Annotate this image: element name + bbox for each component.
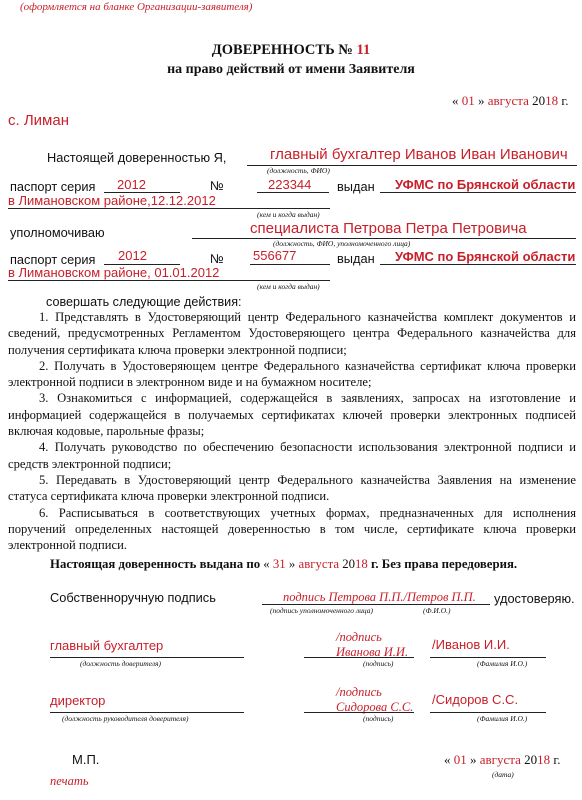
validity-suffix: Без права передоверия. xyxy=(381,557,518,571)
agent-no-label: № xyxy=(210,251,224,266)
principal-no-label: № xyxy=(210,178,224,193)
footer-year-prefix: 20 xyxy=(524,752,538,767)
signer-fio-line xyxy=(430,712,546,713)
principal-issued-caption: (кем и когда выдан) xyxy=(257,210,320,219)
validity-line xyxy=(50,557,517,572)
date-month: августа xyxy=(487,93,529,108)
validity-month: августа xyxy=(298,557,339,571)
date-quote-open: « xyxy=(452,93,459,108)
document-subtitle: на право действий от имени Заявителя xyxy=(167,62,415,77)
agent-issued-caption: (кем и когда выдан) xyxy=(257,282,320,291)
agent-issued-by-line xyxy=(380,264,576,265)
action-item: 6. Расписываться в соответствующих учетных формах, предназначенных для исполнения поручений определенных настоящей доверенностью в том числе, сертификате ключа проверки электронной подписи. xyxy=(8,505,576,553)
agent-signature-line xyxy=(262,604,490,605)
action-item: 3. Ознакомиться с информацией, содержащейся в заявлениях, запросах на изготовление и информацией содержащейся в получаемых сертификатах ключей проверки электронных подписей включая кодовые, парольные фразы; xyxy=(8,391,576,439)
signer-position: директор xyxy=(50,693,106,708)
signer-signature-caption: (подпись) xyxy=(363,659,394,668)
agent-issued-where-line xyxy=(8,280,330,281)
validity-prefix: Настоящая доверенность выдана по xyxy=(50,557,261,571)
principal-series: 2012 xyxy=(117,177,146,192)
validity-day: 31 xyxy=(272,557,286,571)
validity-year-suffix: 18 xyxy=(355,557,368,571)
signer-position-caption: (должность доверителя) xyxy=(80,659,162,668)
agent-issued-by: УФМС по Брянской области xyxy=(395,249,576,264)
header-note: (оформляется на бланке Организации-заявителя) xyxy=(20,1,253,13)
principal-lead: Настоящей доверенностью Я, xyxy=(47,150,227,165)
action-item: 2. Получать в Удостоверяющем центре Федерального казначейства сертификат ключа проверки электронной подписи в электронном виде и на бумажном носителе; xyxy=(8,358,576,390)
principal-name: главный бухгалтер Иванов Иван Иванович xyxy=(270,146,568,163)
signer-signature: /подпись Сидорова С.С. xyxy=(336,685,414,714)
agent-number: 556677 xyxy=(253,248,297,263)
signer-position-line xyxy=(50,657,244,658)
signer-signature: /подпись Иванова И.И. xyxy=(336,630,409,659)
action-item: 1. Представлять в Удостоверяющий центр Федерального казначейства комплект документов и сведений, предусмотренных Регламентом Удостоверяющего центра Федерального казначейства для получения сертификата ключа проверки электронной подписи; xyxy=(8,310,576,357)
agent-series: 2012 xyxy=(118,248,147,263)
footer-quote-close: » xyxy=(470,752,477,767)
document-title xyxy=(0,42,582,59)
principal-passport-label: паспорт серия xyxy=(10,179,96,194)
agent-number-line xyxy=(250,264,330,265)
agent-fio-caption: (Ф.И.О.) xyxy=(423,606,451,615)
signer-position-line xyxy=(50,712,244,713)
signer-signature-caption: (подпись) xyxy=(363,714,394,723)
date-year-prefix: 20 xyxy=(532,93,546,108)
agent-name: специалиста Петрова Петра Петровича xyxy=(250,220,527,237)
date-bottom xyxy=(444,752,561,768)
validity-quote-close: » xyxy=(288,557,296,571)
principal-issued-where: в Лимановском районе,12.12.2012 xyxy=(8,193,216,208)
principal-number-line xyxy=(257,192,329,193)
date-year-suffix: 18 xyxy=(545,93,559,108)
date-year-end: г. xyxy=(561,93,569,108)
signer-fio: /Сидоров С.С. xyxy=(432,692,519,707)
agent-passport-label: паспорт серия xyxy=(10,252,96,267)
agent-signature-certify: удостоверяю. xyxy=(494,591,575,606)
footer-year-suffix: 18 xyxy=(537,752,551,767)
agent-issued-label: выдан xyxy=(337,251,375,266)
footer-quote-open: « xyxy=(444,752,451,767)
action-item: 4. Получать руководство по обеспечению безопасности использования электронной подписи и средств электронной подписи; xyxy=(8,440,576,471)
principal-issued-where-line xyxy=(8,208,330,209)
signer-fio: /Иванов И.И. xyxy=(432,637,510,652)
signer-fio-caption: (Фамилия И.О.) xyxy=(477,659,528,668)
footer-year-end: г. xyxy=(553,752,561,767)
place: с. Лиман xyxy=(8,112,69,129)
validity-year-end: г. xyxy=(371,557,379,571)
principal-issued-by: УФМС по Брянской области xyxy=(395,177,576,192)
title-number: 11 xyxy=(356,42,371,58)
signer-fio-line xyxy=(430,657,546,658)
actions-list xyxy=(8,309,576,553)
principal-issued-by-line xyxy=(380,192,576,193)
validity-year-prefix: 20 xyxy=(342,557,355,571)
mp-label: М.П. xyxy=(72,752,100,767)
seal-label: печать xyxy=(50,774,89,788)
agent-signature-fio: Петров П.П. xyxy=(407,590,476,604)
title-prefix: ДОВЕРЕННОСТЬ № xyxy=(211,42,353,58)
principal-name-caption: (должность, ФИО) xyxy=(267,166,330,175)
principal-number: 223344 xyxy=(268,177,312,192)
footer-month: августа xyxy=(479,752,521,767)
agent-signature: подпись Петрова П.П./ xyxy=(283,590,407,604)
date-day: 01 xyxy=(461,93,475,108)
action-item: 5. Передавать в Удостоверяющий центр Федерального казначейства Заявления на изменение статуса сертификата ключа проверки электронной подписи. xyxy=(8,472,576,504)
date-quote-close: » xyxy=(478,93,485,108)
agent-signature-label: Собственноручную подпись xyxy=(50,590,216,605)
signer-position-caption: (должность руководителя доверителя) xyxy=(62,714,189,723)
principal-issued-label: выдан xyxy=(337,179,375,194)
agent-name-caption: (должность, ФИО, уполномоченного лица) xyxy=(273,239,411,248)
authorize-label: уполномочиваю xyxy=(10,225,105,240)
signer-signature-line xyxy=(304,712,414,713)
validity-quote-open: « xyxy=(263,557,270,571)
date-top xyxy=(452,93,569,109)
agent-issued-where: в Лимановском районе, 01.01.2012 xyxy=(8,265,220,280)
footer-day: 01 xyxy=(453,752,467,767)
signer-fio-caption: (Фамилия И.О.) xyxy=(477,714,528,723)
signer-signature-line xyxy=(304,657,414,658)
actions-lead: совершать следующие действия: xyxy=(46,295,242,309)
signer-position: главный бухгалтер xyxy=(50,638,164,653)
agent-signature-caption: (подпись уполномоченного лица) xyxy=(270,606,374,615)
date-caption: (дата) xyxy=(492,770,514,779)
